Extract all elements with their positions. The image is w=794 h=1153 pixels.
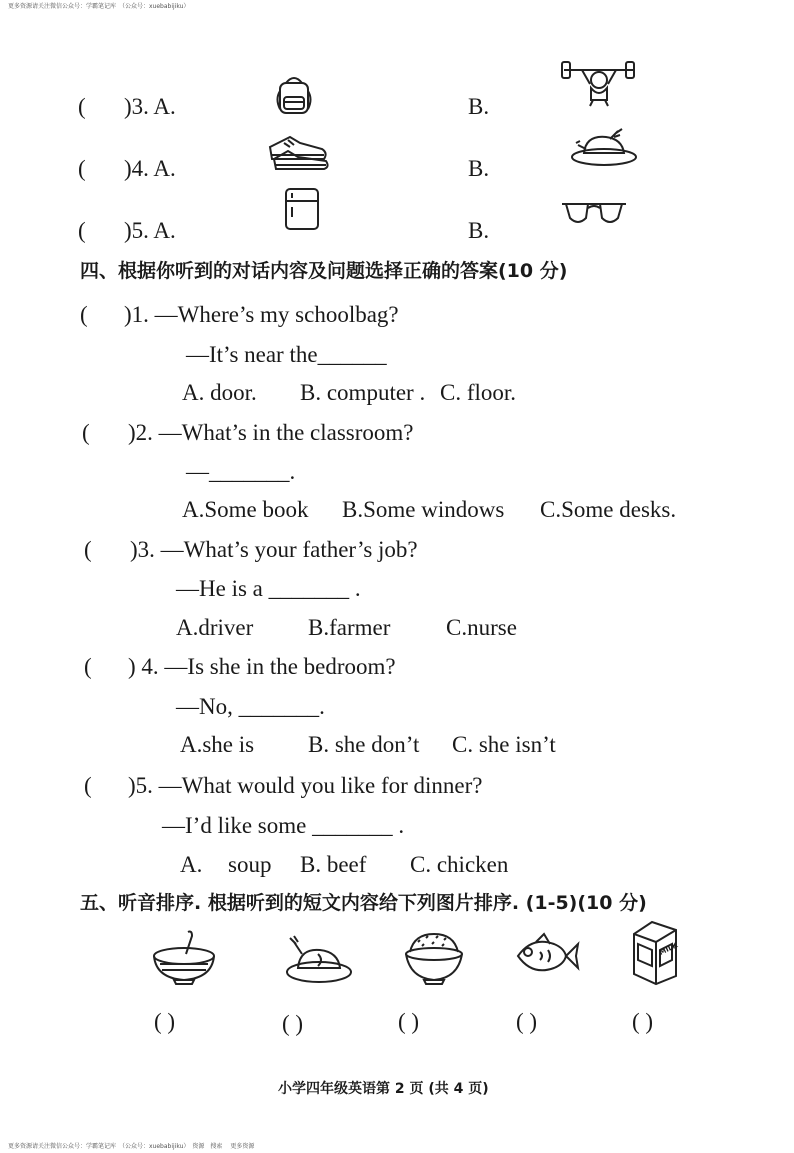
order-paren-4[interactable]: ( ) (516, 1009, 538, 1034)
roast-chicken-icon (284, 932, 354, 984)
milk-label: MILK (658, 941, 680, 957)
option-b: B. computer . (300, 380, 426, 405)
backpack-icon (272, 73, 316, 117)
answer-prompt: —He is a _______ . (176, 576, 361, 601)
fish-icon (514, 930, 580, 982)
answer-paren[interactable]: ( (84, 537, 92, 562)
question-number: )3. A. (124, 94, 176, 119)
question-text: )5. —What would you like for dinner? (128, 773, 483, 798)
question-text: ) 4. —Is she in the bedroom? (128, 654, 396, 679)
option-b-label: B. (468, 94, 490, 119)
option-a: A. (180, 852, 203, 877)
option-b-label: B. (468, 156, 490, 181)
order-paren-2[interactable]: ( ) (282, 1011, 304, 1036)
order-paren-3[interactable]: ( ) (398, 1009, 420, 1034)
answer-prompt: —No, _______. (176, 694, 325, 719)
answer-prompt: —_______. (186, 459, 296, 484)
option-a: A.Some book (182, 497, 309, 522)
section-four-title: 四、根据你听到的对话内容及问题选择正确的答案(10 分) (80, 260, 568, 282)
question-text: )2. —What’s in the classroom? (128, 420, 414, 445)
question-number: )5. A. (124, 218, 176, 243)
sneakers-icon (266, 127, 332, 171)
rice-bowl-icon (402, 928, 466, 986)
option-a: A. door. (182, 380, 257, 405)
option-a: A.driver (176, 615, 254, 640)
order-paren-1[interactable]: ( ) (154, 1009, 176, 1034)
roast-chicken-icon (570, 125, 638, 167)
question-text: )1. —Where’s my schoolbag? (124, 302, 399, 327)
option-b: B.farmer (308, 615, 391, 640)
option-b-label: B. (468, 218, 490, 243)
answer-paren[interactable]: ( (78, 94, 86, 119)
option-b: B. she don’t (308, 732, 420, 757)
option-a-text: soup (228, 852, 272, 877)
option-a: A.she is (180, 732, 255, 757)
footer-watermark-text: 更多资源请关注微信公众号：学霸笔记库 （公众号：xuebabijiku） 资源 搜索 更多资源 (8, 1143, 255, 1150)
header-watermark-text: 更多资源请关注微信公众号：学霸笔记库 （公众号：xuebabijiku） (8, 3, 190, 10)
option-c: C.nurse (446, 615, 517, 640)
answer-paren[interactable]: ( (84, 773, 92, 798)
fridge-icon (282, 187, 322, 231)
option-c: C. chicken (410, 852, 509, 877)
soup-bowl-icon (150, 928, 218, 986)
answer-prompt: —I’d like some _______ . (162, 813, 405, 838)
option-c: C.Some desks. (540, 497, 677, 522)
answer-paren[interactable]: ( (82, 420, 90, 445)
question-text: )3. —What’s your father’s job? (130, 537, 418, 562)
glasses-icon (560, 200, 628, 230)
weightlifter-icon (560, 58, 638, 108)
answer-paren[interactable]: ( (80, 302, 88, 327)
answer-paren[interactable]: ( (84, 654, 92, 679)
option-c: C. she isn’t (452, 732, 556, 757)
option-c: C. floor. (440, 380, 517, 405)
question-number: )4. A. (124, 156, 176, 181)
answer-prompt: —It’s near the______ (186, 342, 387, 367)
section-five-title: 五、听音排序. 根据听到的短文内容给下列图片排序. (1-5)(10 分) (80, 892, 647, 914)
page-footer: 小学四年级英语第 2 页 (共 4 页) (278, 1081, 489, 1097)
answer-paren[interactable]: ( (78, 156, 86, 181)
milk-carton-icon (622, 920, 684, 986)
answer-paren[interactable]: ( (78, 218, 86, 243)
order-paren-5[interactable]: ( ) (632, 1009, 654, 1034)
option-b: B. beef (300, 852, 367, 877)
option-b: B.Some windows (342, 497, 505, 522)
